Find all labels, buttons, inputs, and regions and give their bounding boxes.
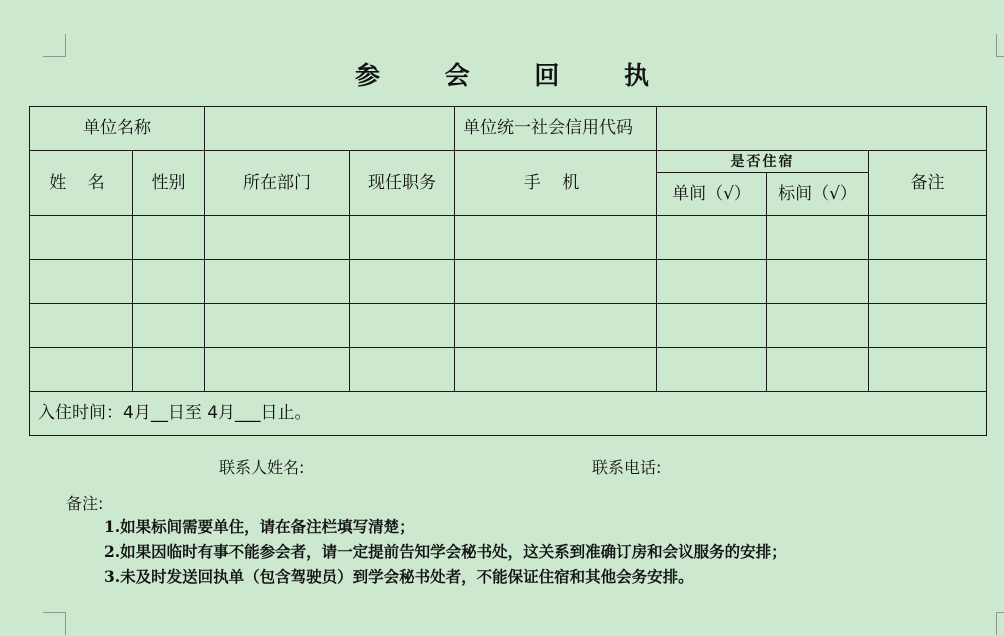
standard-room-cell[interactable] (767, 216, 869, 260)
page-corner-mark-bottom-right (996, 612, 1004, 635)
gender-cell[interactable] (133, 348, 205, 392)
header-remarks: 备注 (869, 151, 987, 216)
position-cell[interactable] (350, 304, 455, 348)
remarks-cell[interactable] (869, 348, 987, 392)
contact-name-label: 联系人姓名: (219, 458, 305, 477)
note-item: 3.未及时发送回执单（包含驾驶员）到学会秘书处者，不能保证住宿和其他会务安排。 (104, 567, 694, 586)
phone-cell[interactable] (455, 304, 657, 348)
single-room-cell[interactable] (657, 304, 767, 348)
unit-info-row (30, 107, 987, 151)
department-cell[interactable] (205, 260, 350, 304)
name-cell[interactable] (30, 216, 133, 260)
header-department: 所在部门 (205, 151, 350, 216)
header-standard-room: 标间（√） (767, 173, 869, 216)
notes-label: 备注: (66, 494, 104, 513)
phone-cell[interactable] (455, 348, 657, 392)
page-corner-mark-top-left (43, 34, 66, 57)
phone-cell[interactable] (455, 216, 657, 260)
gender-cell[interactable] (133, 304, 205, 348)
name-cell[interactable] (30, 304, 133, 348)
remarks-cell[interactable] (869, 304, 987, 348)
single-room-cell[interactable] (657, 348, 767, 392)
position-cell[interactable] (350, 348, 455, 392)
standard-room-cell[interactable] (767, 260, 869, 304)
position-cell[interactable] (350, 260, 455, 304)
unit-name-field[interactable] (205, 107, 455, 151)
name-cell[interactable] (30, 348, 133, 392)
header-single-room: 单间（√） (657, 173, 767, 216)
unit-code-label: 单位统一社会信用代码 (455, 107, 657, 151)
gender-cell[interactable] (133, 260, 205, 304)
page-corner-mark-bottom-left (43, 612, 66, 635)
document-title: 参 会 回 执 (354, 61, 678, 90)
table-row (30, 304, 987, 348)
department-cell[interactable] (205, 348, 350, 392)
header-row-top (30, 151, 987, 173)
single-room-cell[interactable] (657, 216, 767, 260)
header-position: 现任职务 (350, 151, 455, 216)
table-row (30, 348, 987, 392)
remarks-cell[interactable] (869, 216, 987, 260)
header-phone: 手 机 (455, 151, 657, 216)
department-cell[interactable] (205, 304, 350, 348)
standard-room-cell[interactable] (767, 348, 869, 392)
remarks-cell[interactable] (869, 260, 987, 304)
page-corner-mark-top-right (996, 34, 1004, 57)
unit-name-label: 单位名称 (30, 107, 205, 151)
stay-period[interactable]: 入住时间：4月__日至 4月___日止。 (30, 392, 987, 436)
gender-cell[interactable] (133, 216, 205, 260)
registration-table (29, 106, 987, 436)
table-row (30, 260, 987, 304)
note-item: 2.如果因临时有事不能参会者，请一定提前告知学会秘书处，这关系到准确订房和会议服务的安排； (104, 542, 787, 561)
header-accommodation: 是否住宿 (657, 151, 869, 173)
contact-phone-label: 联系电话: (592, 458, 662, 477)
position-cell[interactable] (350, 216, 455, 260)
name-cell[interactable] (30, 260, 133, 304)
note-item: 1.如果标间需要单住，请在备注栏填写清楚； (104, 517, 415, 536)
header-gender: 性别 (133, 151, 205, 216)
single-room-cell[interactable] (657, 260, 767, 304)
unit-code-field[interactable] (657, 107, 987, 151)
stay-period-row (30, 392, 987, 436)
standard-room-cell[interactable] (767, 304, 869, 348)
header-name: 姓 名 (30, 151, 133, 216)
department-cell[interactable] (205, 216, 350, 260)
phone-cell[interactable] (455, 260, 657, 304)
table-row (30, 216, 987, 260)
